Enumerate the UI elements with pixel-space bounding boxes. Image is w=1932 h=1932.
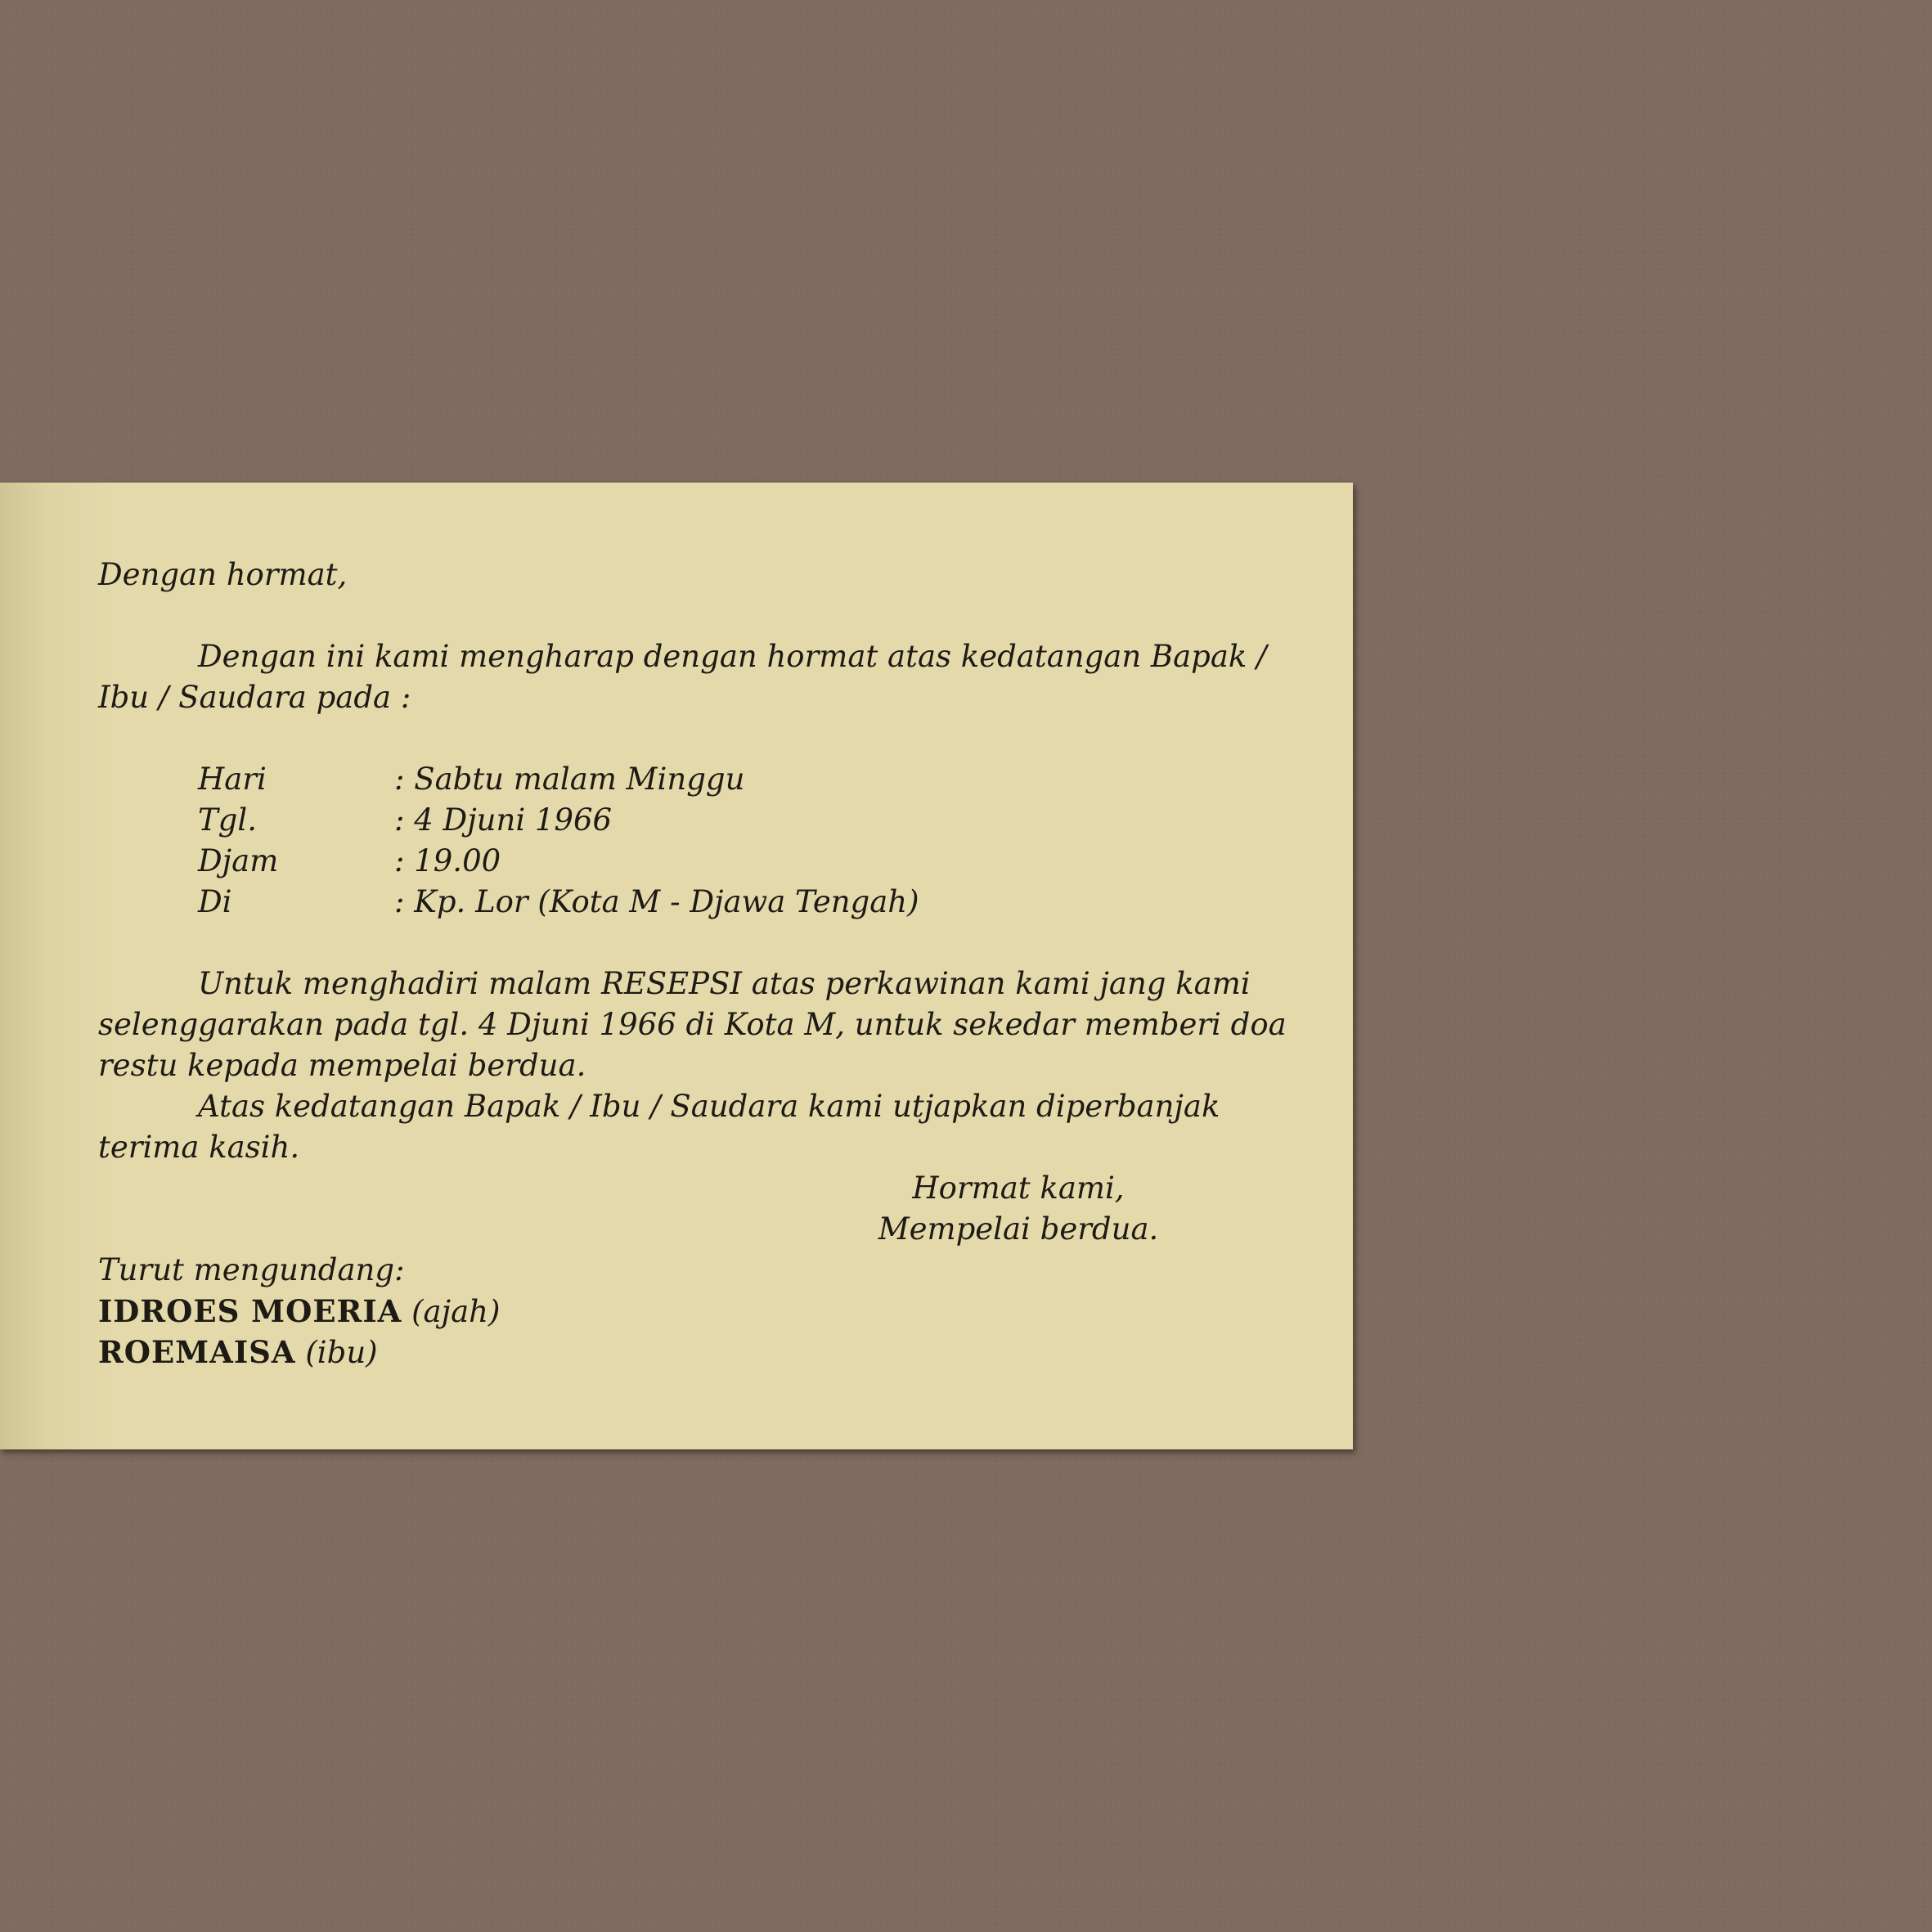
co-inviter-name: ROEMAISA (98, 1334, 296, 1370)
co-inviter-label: Turut mengundang: (98, 1252, 405, 1287)
intro-line-1: Dengan ini kami mengharap dengan hormat atas kedatangan Bapak / (198, 639, 1267, 674)
invitation-card (0, 483, 1353, 1449)
detail-row-day (198, 759, 744, 800)
detail-row-place (198, 882, 919, 923)
detail-label: Tgl. (198, 802, 257, 838)
detail-label: Hari (198, 762, 267, 797)
detail-row-date (198, 800, 612, 841)
detail-row-time (198, 841, 501, 882)
detail-value: : Sabtu malam Minggu (394, 762, 745, 797)
thanks-line-2: terima kasih. (98, 1130, 300, 1165)
body-line-3: restu kepada mempelai berdua. (98, 1048, 586, 1083)
co-inviter-father (98, 1291, 500, 1332)
co-inviter-name: IDROES MOERIA (98, 1293, 402, 1329)
salutation: Dengan hormat, (98, 557, 348, 592)
detail-label: Djam (198, 843, 279, 878)
body-line-1: Untuk menghadiri malam RESEPSI atas perkawinan kami jang kami (198, 966, 1251, 1001)
co-inviter-role: (ibu) (305, 1335, 378, 1370)
detail-value: : 4 Djuni 1966 (394, 802, 613, 838)
closing-line-1: Hormat kami, (912, 1170, 1125, 1206)
detail-value: : 19.00 (394, 843, 501, 878)
co-inviter-role: (ajah) (411, 1294, 501, 1329)
thanks-line-1: Atas kedatangan Bapak / Ibu / Saudara kami utjapkan diperbanjak (198, 1089, 1220, 1124)
co-inviter-mother (98, 1332, 378, 1373)
body-line-2: selenggarakan pada tgl. 4 Djuni 1966 di Kota M, untuk sekedar memberi doa (98, 1007, 1287, 1042)
detail-label: Di (198, 884, 232, 919)
detail-value: : Kp. Lor (Kota M - Djawa Tengah) (394, 884, 919, 919)
intro-line-2: Ibu / Saudara pada : (98, 680, 411, 715)
closing-line-2: Mempelai berdua. (878, 1211, 1159, 1247)
